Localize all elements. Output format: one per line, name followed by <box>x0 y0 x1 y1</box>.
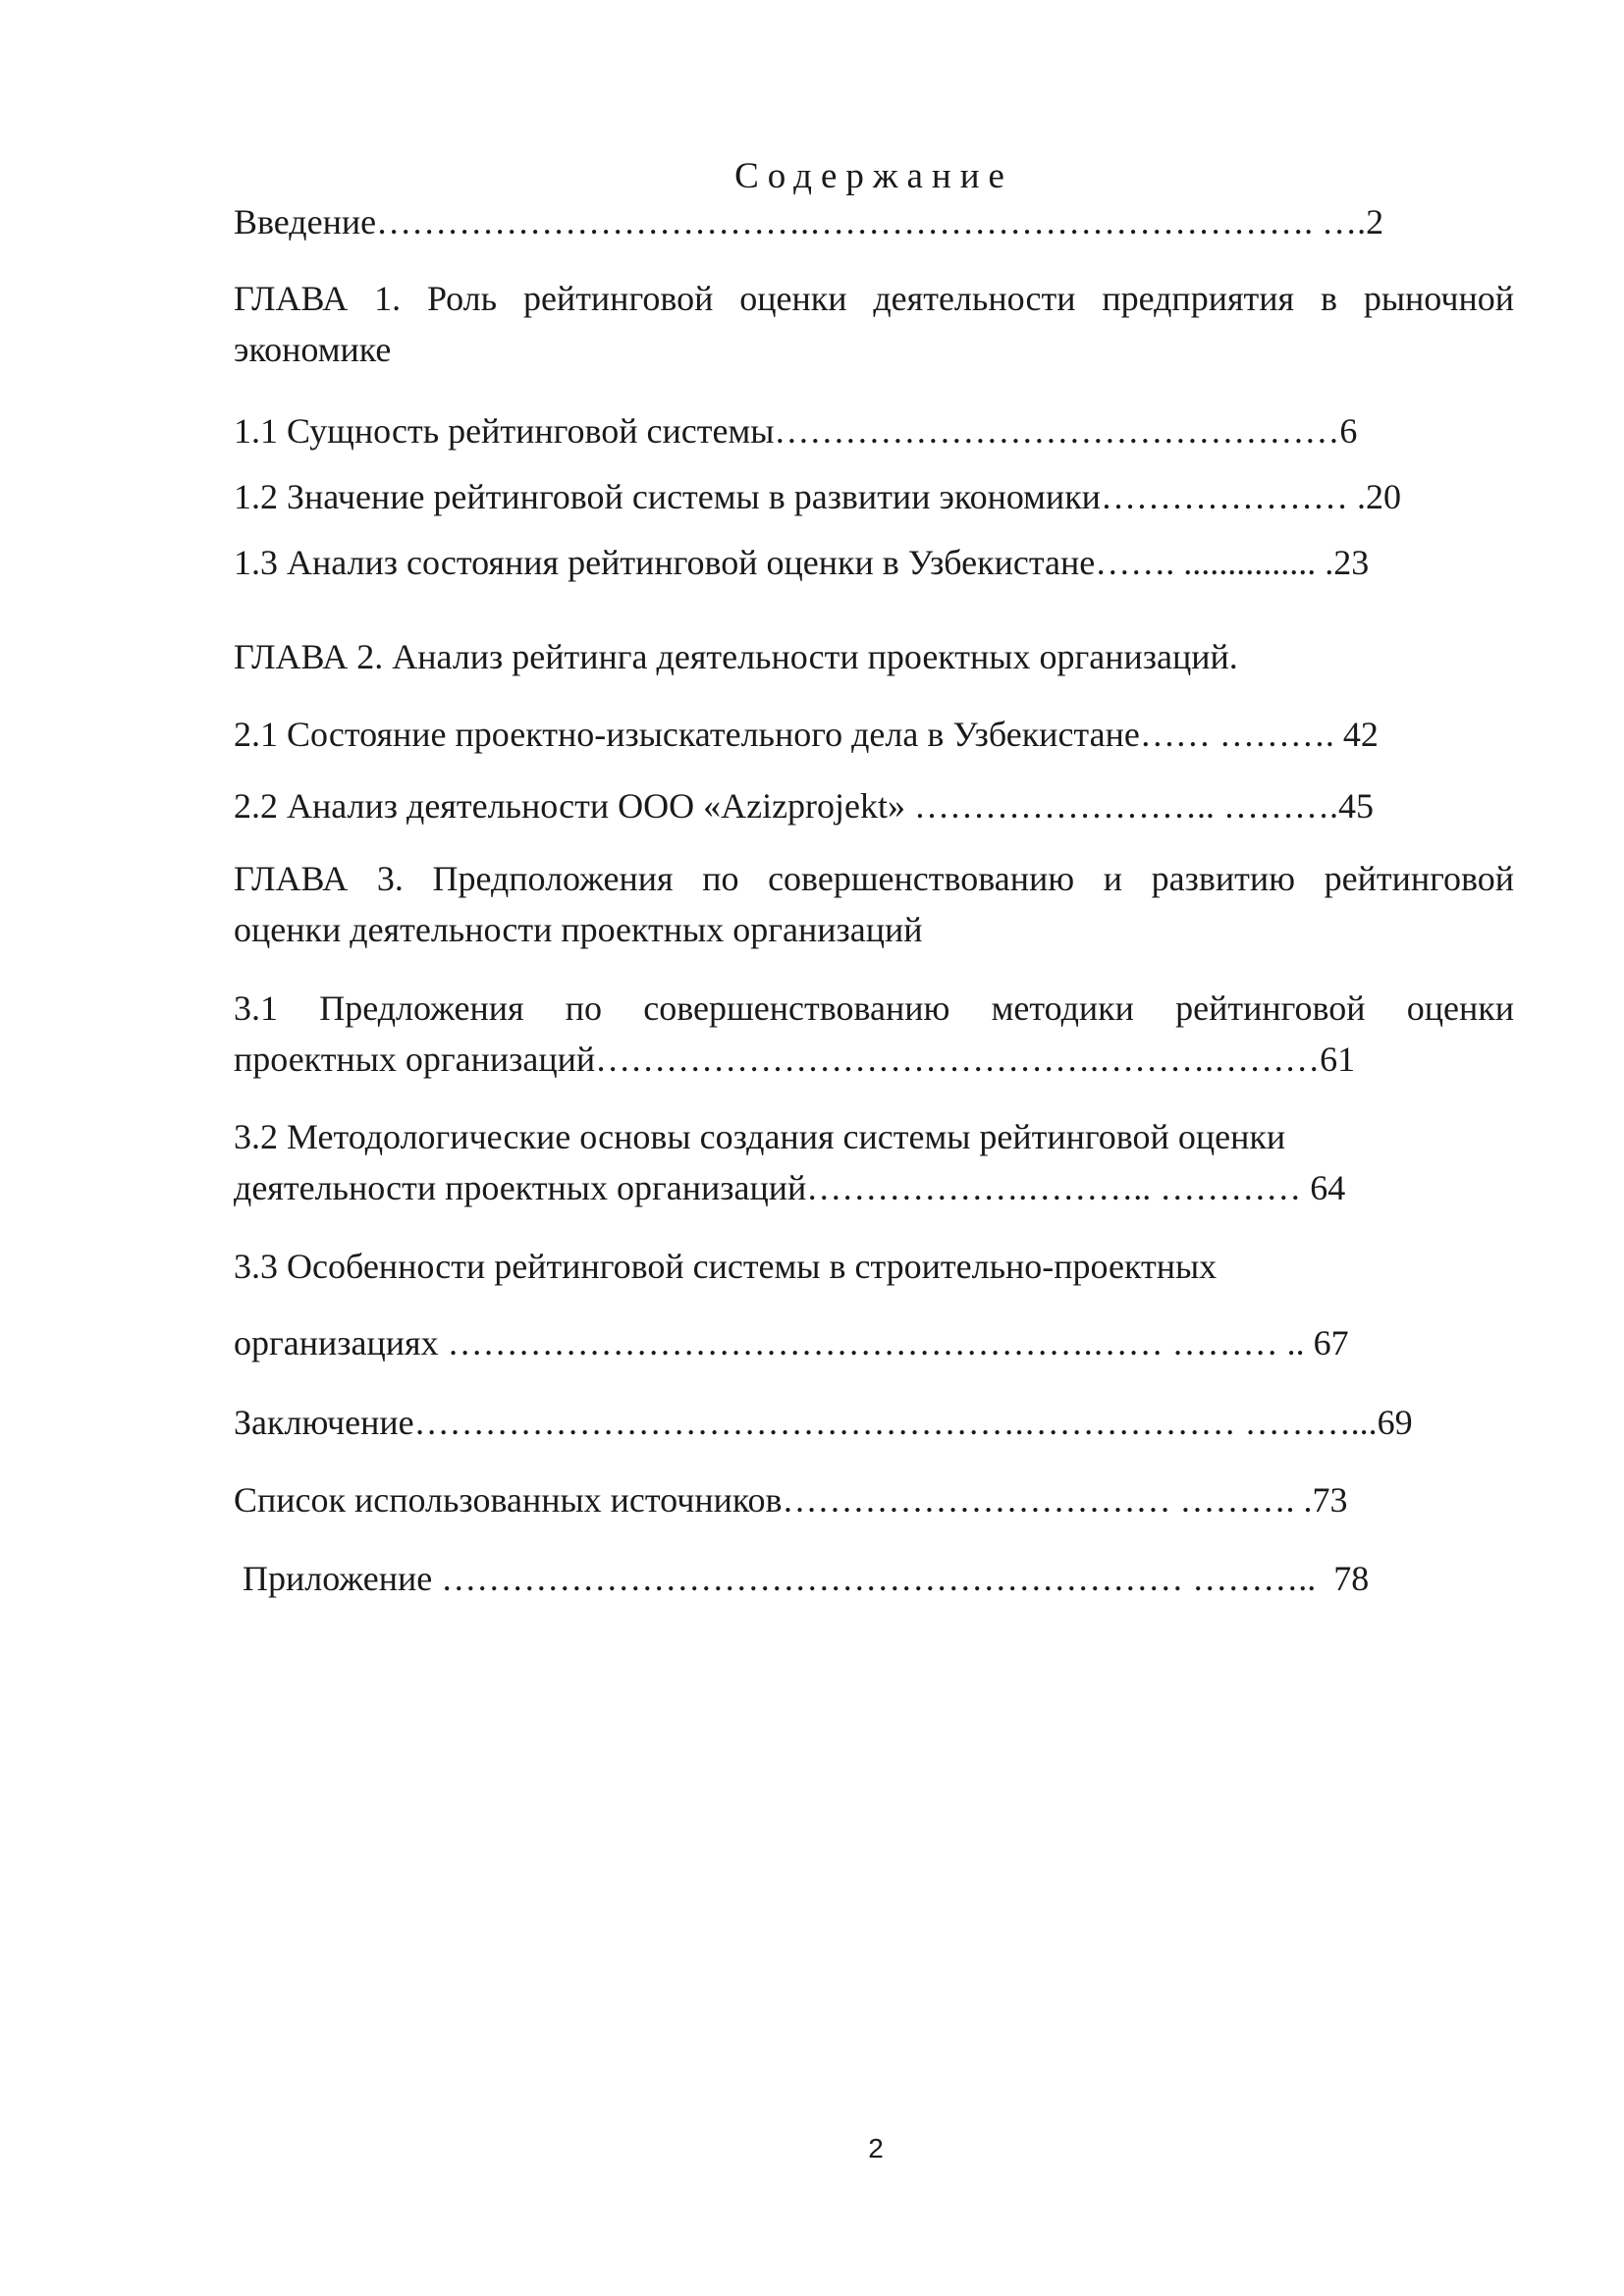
toc-entry-1-2: 1.2 Значение рейтинговой системы в развитии экономики………………… .20 <box>234 477 1401 516</box>
toc-chapter-3-title-line1: ГЛАВА 3. Предположения по совершенствованию и развитию рейтинговой <box>234 859 1514 898</box>
toc-entry-3-3-line2: организациях ……………………………………………….…… ……… .. 67 <box>234 1323 1349 1362</box>
toc-entry-sources: Список использованных источников…………………………… ………. .73 <box>234 1480 1348 1520</box>
toc-entry-2-2: 2.2 Анализ деятельности ООО «Azizprojekt» …………………….. ……….45 <box>234 786 1375 826</box>
toc-title: Содержание <box>734 156 1013 196</box>
toc-entry-introduction: Введение……………………………….……………………………………. ….2 <box>234 202 1384 241</box>
toc-chapter-1-title-line1: ГЛАВА 1. Роль рейтинговой оценки деятельности предприятия в рыночной <box>234 279 1514 318</box>
toc-entry-appendix: Приложение ……………………………………………………… ……….. 78 <box>234 1559 1370 1598</box>
toc-entry-2-1: 2.1 Состояние проектно-изыскательного дела в Узбекистане…… ………. 42 <box>234 715 1379 754</box>
page-number: 2 <box>868 2133 884 2163</box>
toc-entry-3-3-line1: 3.3 Особенности рейтинговой системы в строительно-проектных <box>234 1247 1218 1286</box>
toc-chapter-2-title: ГЛАВА 2. Анализ рейтинга деятельности проектных организаций. <box>234 637 1238 676</box>
toc-entry-conclusion: Заключение…………………………………………….……………… ………...69 <box>234 1403 1413 1442</box>
toc-chapter-3-title-line2: оценки деятельности проектных организаций <box>234 910 923 949</box>
toc-entry-3-1-line1: 3.1 Предложения по совершенствованию методики рейтинговой оценки <box>234 988 1514 1028</box>
toc-entry-1-3: 1.3 Анализ состояния рейтинговой оценки в Узбекистане……. ............... .23 <box>234 543 1370 582</box>
toc-entry-3-2-line2: деятельности проектных организаций……………….……….. ………… 64 <box>234 1168 1346 1207</box>
toc-chapter-1-title-line2: экономике <box>234 330 392 369</box>
toc-entry-3-1-line2: проектных организаций…………………………………….……….………61 <box>234 1040 1356 1079</box>
toc-entry-1-1: 1.1 Сущность рейтинговой системы…………………………………………6 <box>234 411 1358 451</box>
toc-entry-3-2-line1: 3.2 Методологические основы создания системы рейтинговой оценки <box>234 1117 1286 1156</box>
